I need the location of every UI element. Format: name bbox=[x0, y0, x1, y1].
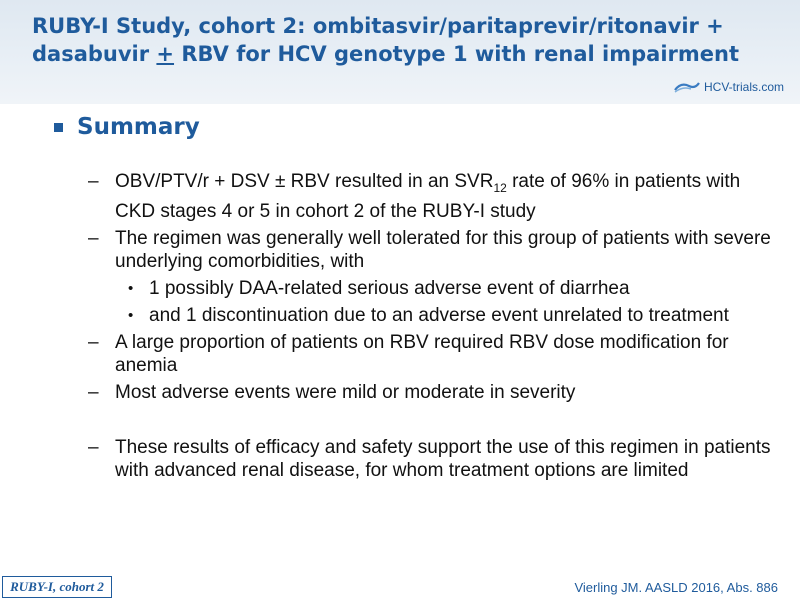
hcv-trials-logo bbox=[673, 78, 784, 96]
study-badge: RUBY-I, cohort 2 bbox=[2, 576, 112, 598]
list-item: – OBV/PTV/r + DSV ± RBV resulted in an $SVR_{12}$ rate of 96% in patients with CKD stages 4 or 5 in cohort 2 of the RUBY-I study bbox=[88, 171, 741, 222]
dash-bullet: – bbox=[88, 381, 99, 403]
slide-title bbox=[32, 12, 792, 68]
dot-bullet: • bbox=[128, 279, 134, 297]
sub-list-item: • and 1 discontinuation due to an adverse event unrelated to treatment bbox=[128, 304, 729, 326]
slide-header bbox=[0, 0, 800, 104]
list-item: – A large proportion of patients on RBV required RBV dose modification for anemia bbox=[88, 331, 729, 376]
list-item: – These results of efficacy and safety support the use of this regimen in patients with advanced renal disease, for whom treatment options are limited bbox=[88, 436, 771, 481]
summary-list bbox=[88, 170, 778, 486]
list-item: – Most adverse events were mild or moderate in severity bbox=[88, 381, 576, 403]
hcv-trials-logo-icon bbox=[673, 80, 701, 94]
section-heading bbox=[54, 114, 200, 140]
title-line-1: RUBY-I Study, cohort 2: ombitasvir/paritaprevir/ritonavir + bbox=[32, 14, 724, 38]
square-bullet-icon bbox=[54, 123, 63, 132]
reference-citation: Vierling JM. AASLD 2016, Abs. 886 bbox=[574, 580, 778, 595]
plus-minus-symbol: + bbox=[156, 42, 175, 66]
spacer bbox=[88, 408, 778, 436]
logo-text: HCV-trials.com bbox=[703, 80, 784, 94]
title-line-2-post: RBV for HCV genotype 1 with renal impairment bbox=[174, 42, 739, 66]
sub-list-item: • 1 possibly DAA-related serious adverse event of diarrhea bbox=[128, 277, 630, 299]
dash-bullet: – bbox=[88, 227, 99, 249]
dash-bullet: – bbox=[88, 171, 99, 192]
dash-bullet: – bbox=[88, 436, 99, 458]
section-heading-text: Summary bbox=[77, 114, 200, 140]
dot-bullet: • bbox=[128, 306, 134, 324]
list-item: – The regimen was generally well tolerated for this group of patients with severe underlying comorbidities, with bbox=[88, 227, 771, 272]
title-line-2-pre: dasabuvir bbox=[32, 42, 157, 66]
dash-bullet: – bbox=[88, 331, 99, 353]
